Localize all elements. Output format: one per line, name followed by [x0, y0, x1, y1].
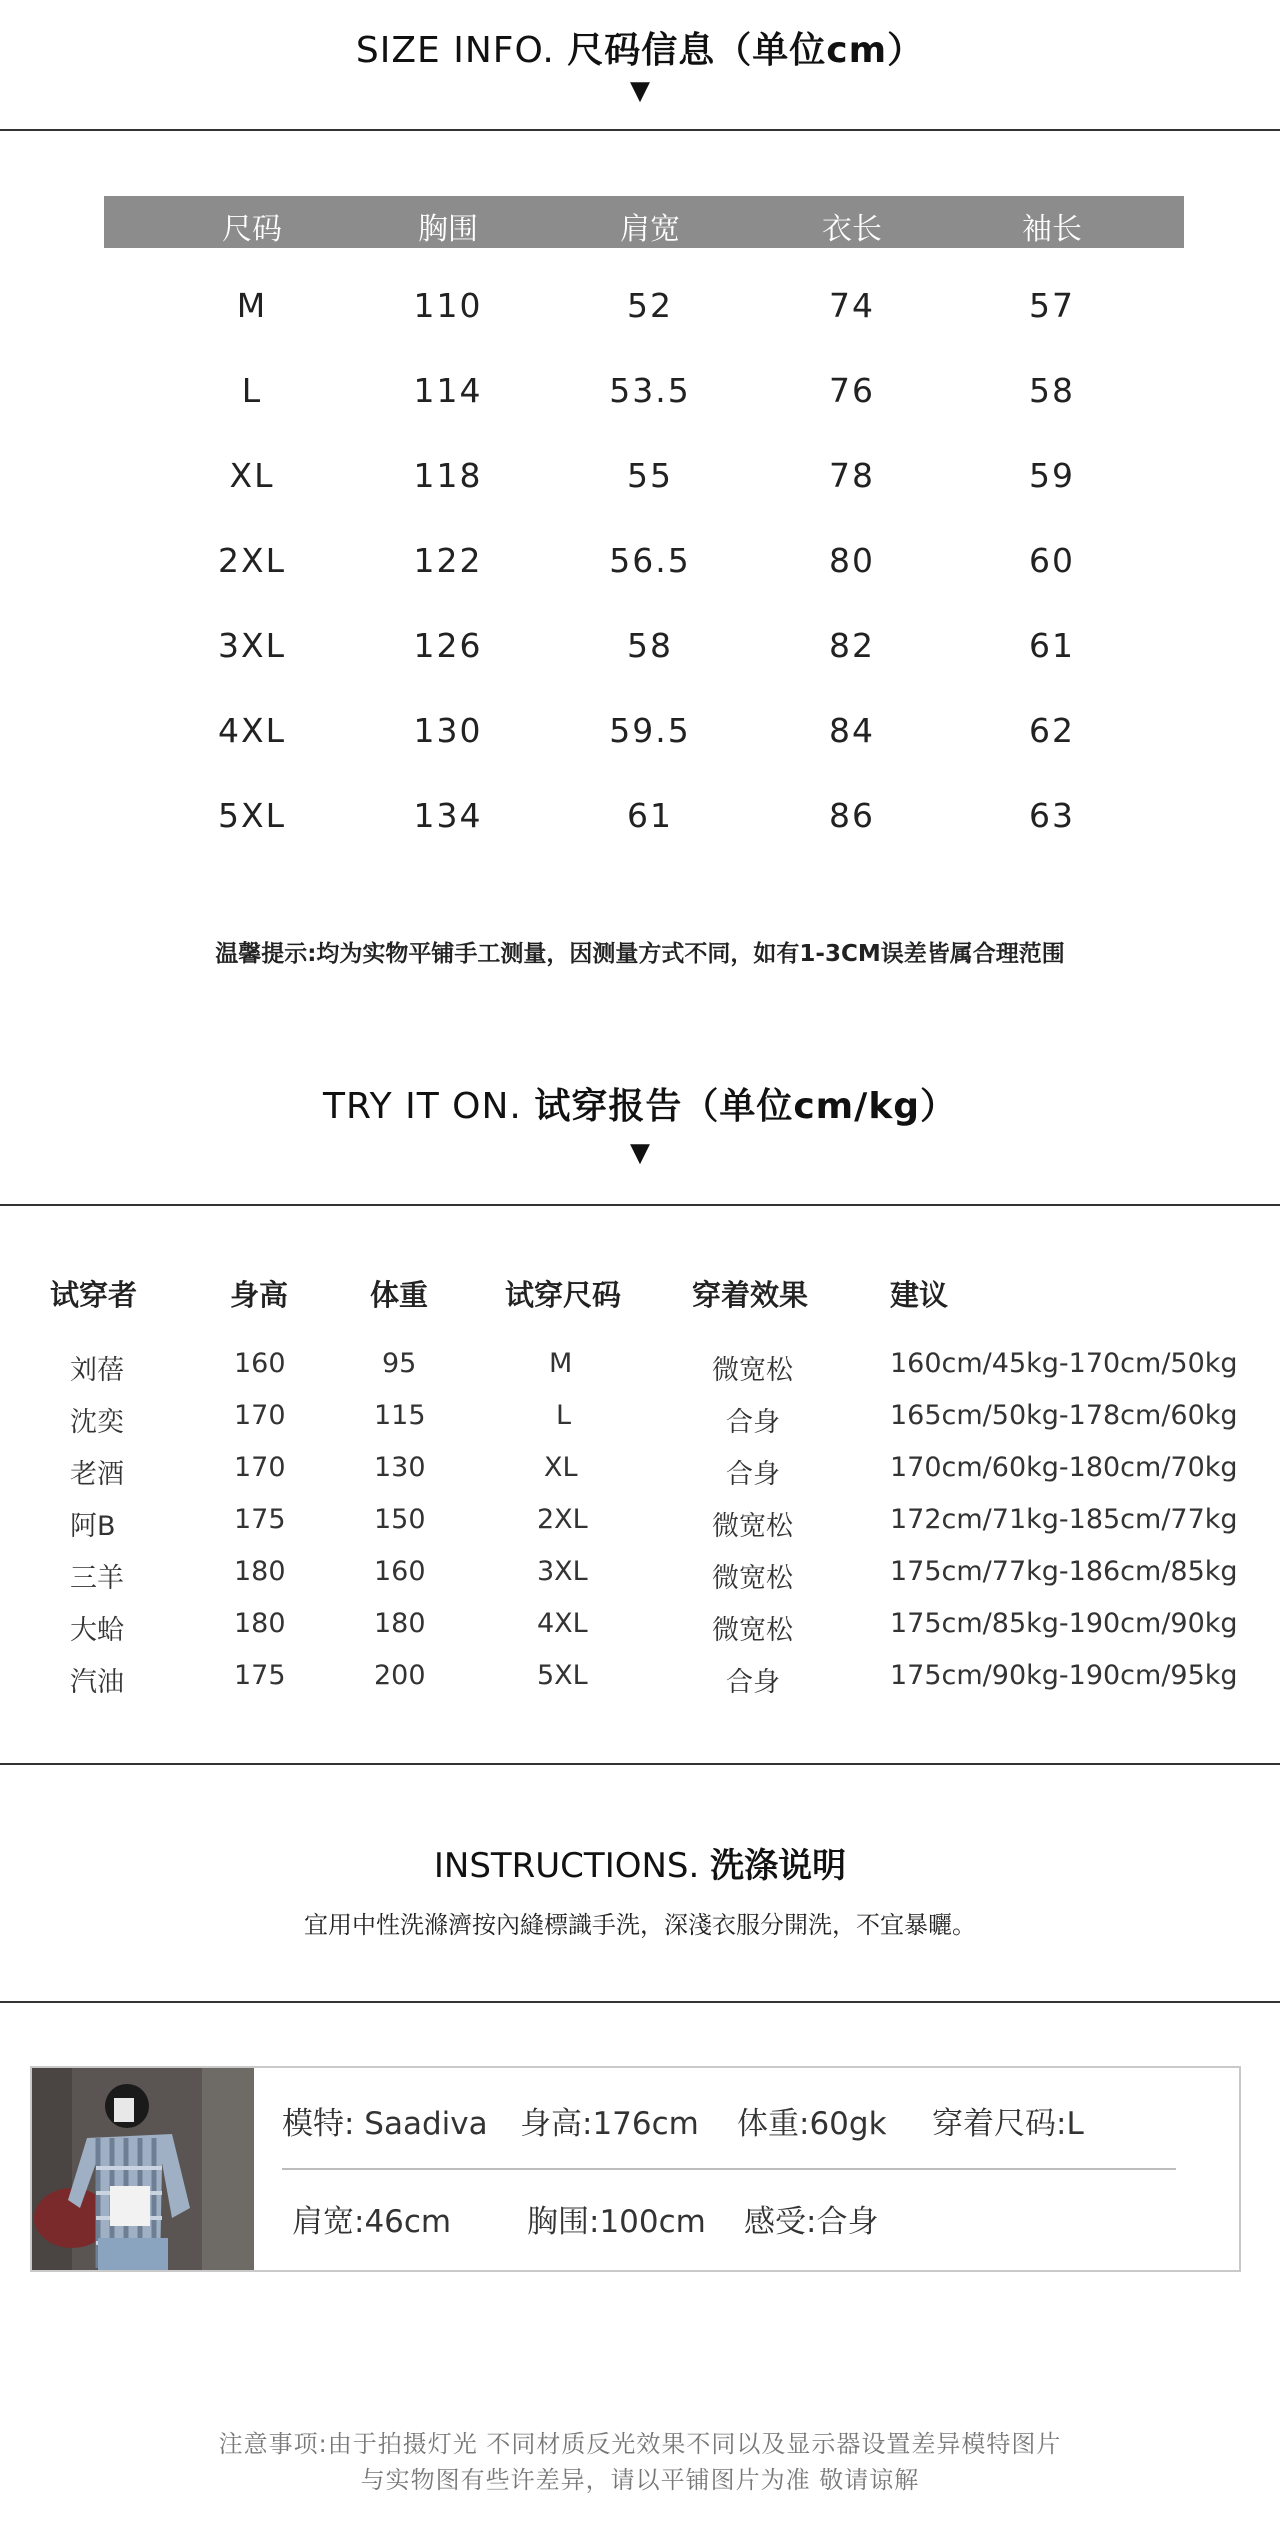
size-cell: 130 — [413, 711, 483, 750]
model-height: 身高:176cm — [520, 2106, 699, 2142]
try-cell: 150 — [374, 1504, 426, 1535]
try-cell: 170cm/60kg-180cm/70kg — [890, 1452, 1238, 1483]
try-cell: 2XL — [537, 1504, 588, 1535]
size-header-cell: 尺码 — [222, 212, 282, 247]
size-info-title-en: SIZE INFO. — [355, 30, 555, 71]
divider — [0, 129, 1280, 131]
try-on-title — [0, 1078, 1280, 1129]
try-cell: 175cm/77kg-186cm/85kg — [890, 1556, 1238, 1587]
try-cell: 160cm/45kg-170cm/50kg — [890, 1348, 1238, 1379]
size-cell: 82 — [829, 626, 875, 665]
down-arrow-icon: ▼ — [630, 76, 650, 106]
size-cell: 118 — [413, 456, 483, 495]
size-table-row — [104, 618, 1184, 678]
size-cell: 80 — [829, 541, 875, 580]
size-cell: 3XL — [218, 626, 286, 665]
model-card-divider — [282, 2168, 1176, 2170]
instructions-title-cn: 洗涤说明 — [710, 1846, 847, 1886]
divider — [0, 1204, 1280, 1206]
size-cell: 58 — [627, 626, 673, 665]
try-cell: 180 — [374, 1608, 426, 1639]
try-header-cell: 试穿者 — [50, 1278, 138, 1312]
try-cell: 175 — [234, 1504, 286, 1535]
try-cell: 4XL — [537, 1608, 588, 1639]
measurement-tip: 温馨提示:均为实物平铺手工测量，因测量方式不同，如有1-3CM误差皆属合理范围 — [215, 941, 1065, 967]
size-header-cell: 胸围 — [418, 212, 478, 247]
instructions-title — [0, 1838, 1280, 1887]
try-cell: 200 — [374, 1660, 426, 1691]
size-cell: 59 — [1029, 456, 1075, 495]
note-line-2: 与实物图有些许差异，请以平铺图片为准 敬请谅解 — [360, 2466, 920, 2494]
try-header-cell: 建议 — [890, 1278, 949, 1312]
try-header-cell: 体重 — [370, 1278, 429, 1312]
down-arrow-icon: ▼ — [630, 1138, 650, 1168]
size-cell: L — [241, 371, 263, 410]
try-cell: 95 — [382, 1348, 417, 1379]
try-cell: XL — [544, 1452, 578, 1483]
try-header-cell: 试穿尺码 — [505, 1278, 622, 1312]
size-cell: 58 — [1029, 371, 1075, 410]
model-weight: 体重:60gk — [737, 2106, 887, 2142]
try-cell: 175cm/90kg-190cm/95kg — [890, 1660, 1238, 1691]
try-cell: 合身 — [726, 1459, 780, 1490]
model-chest: 胸围:100cm — [527, 2204, 706, 2240]
try-cell: 175 — [234, 1660, 286, 1691]
size-cell: 52 — [627, 286, 673, 325]
size-cell: 86 — [829, 796, 875, 835]
size-cell: 61 — [627, 796, 673, 835]
try-cell: 130 — [374, 1452, 426, 1483]
size-info-title-cn: 尺码信息（单位cm） — [567, 30, 925, 71]
size-header-cell: 袖长 — [1022, 212, 1082, 247]
size-cell: 74 — [829, 286, 875, 325]
try-cell: 阿B — [70, 1511, 116, 1542]
try-cell: 沈奕 — [70, 1407, 124, 1438]
try-cell: 老酒 — [70, 1459, 124, 1490]
try-cell: 合身 — [726, 1667, 780, 1698]
try-cell: 180 — [234, 1608, 286, 1639]
divider — [0, 1763, 1280, 1765]
size-info-title — [0, 22, 1280, 73]
try-cell: 160 — [374, 1556, 426, 1587]
try-cell: 微宽松 — [712, 1615, 793, 1646]
try-on-row — [0, 1452, 1280, 1492]
try-cell: 170 — [234, 1400, 286, 1431]
try-cell: 合身 — [726, 1407, 780, 1438]
try-cell: 大蛤 — [70, 1615, 124, 1646]
model-feel: 感受:合身 — [744, 2204, 879, 2240]
model-size: 穿着尺码:L — [932, 2106, 1084, 2142]
size-header-cell: 衣长 — [822, 212, 882, 247]
size-cell: 78 — [829, 456, 875, 495]
try-cell: 172cm/71kg-185cm/77kg — [890, 1504, 1238, 1535]
model-info-card — [30, 2066, 1241, 2272]
size-cell: 53.5 — [609, 371, 691, 410]
size-table-row — [104, 533, 1184, 593]
size-table-header — [104, 196, 1184, 248]
size-cell: 56.5 — [609, 541, 691, 580]
try-on-row — [0, 1556, 1280, 1596]
try-on-title-en: TRY IT ON. — [322, 1086, 522, 1127]
instructions-title-en: INSTRUCTIONS. — [433, 1846, 700, 1886]
size-table-row — [104, 788, 1184, 848]
try-on-row — [0, 1608, 1280, 1648]
size-cell: 60 — [1029, 541, 1075, 580]
try-header-cell: 穿着效果 — [692, 1278, 809, 1312]
try-on-title-cn: 试穿报告（单位cm/kg） — [534, 1086, 958, 1127]
size-table-row — [104, 703, 1184, 763]
try-cell: 三羊 — [70, 1563, 124, 1594]
size-cell: 61 — [1029, 626, 1075, 665]
model-photo-illustration — [32, 2068, 254, 2270]
try-cell: 5XL — [537, 1660, 588, 1691]
model-photo — [32, 2068, 254, 2270]
try-cell: M — [549, 1348, 573, 1379]
size-cell: XL — [229, 456, 275, 495]
washing-instructions: 宜用中性洗滌濟按內縫標識手洗，深淺衣服分開洗，不宜暴曬。 — [304, 1911, 976, 1939]
try-on-row — [0, 1400, 1280, 1440]
size-cell: 59.5 — [609, 711, 691, 750]
divider — [0, 2001, 1280, 2003]
size-cell: 55 — [627, 456, 673, 495]
size-cell: 63 — [1029, 796, 1075, 835]
try-cell: 微宽松 — [712, 1563, 793, 1594]
note-line-1: 注意事项:由于拍摄灯光 不同材质反光效果不同以及显示器设置差异模特图片 — [218, 2430, 1062, 2458]
size-table-row — [104, 278, 1184, 338]
try-on-row — [0, 1504, 1280, 1544]
model-name: 模特: Saadiva — [282, 2106, 488, 2142]
size-table-row — [104, 448, 1184, 508]
try-cell: 微宽松 — [712, 1355, 793, 1386]
try-cell: 汽油 — [70, 1667, 124, 1698]
size-cell: 57 — [1029, 286, 1075, 325]
try-on-row — [0, 1660, 1280, 1700]
try-cell: 175cm/85kg-190cm/90kg — [890, 1608, 1238, 1639]
try-cell: L — [556, 1400, 572, 1431]
try-cell: 170 — [234, 1452, 286, 1483]
try-cell: 刘蓓 — [70, 1355, 124, 1386]
size-cell: 110 — [413, 286, 483, 325]
size-table-row — [104, 363, 1184, 423]
try-header-cell: 身高 — [230, 1278, 289, 1312]
size-cell: 2XL — [218, 541, 286, 580]
model-shoulder: 肩宽:46cm — [292, 2204, 452, 2240]
try-cell: 180 — [234, 1556, 286, 1587]
size-cell: 84 — [829, 711, 875, 750]
size-cell: M — [236, 286, 268, 325]
size-cell: 134 — [413, 796, 483, 835]
size-cell: 114 — [413, 371, 483, 410]
size-cell: 62 — [1029, 711, 1075, 750]
try-cell: 115 — [374, 1400, 426, 1431]
try-cell: 165cm/50kg-178cm/60kg — [890, 1400, 1238, 1431]
try-cell: 3XL — [537, 1556, 588, 1587]
size-cell: 4XL — [218, 711, 286, 750]
size-cell: 5XL — [218, 796, 286, 835]
size-cell: 122 — [413, 541, 483, 580]
size-cell: 76 — [829, 371, 875, 410]
try-cell: 微宽松 — [712, 1511, 793, 1542]
size-header-cell: 肩宽 — [620, 212, 680, 247]
try-on-row — [0, 1348, 1280, 1388]
size-cell: 126 — [413, 626, 483, 665]
try-cell: 160 — [234, 1348, 286, 1379]
